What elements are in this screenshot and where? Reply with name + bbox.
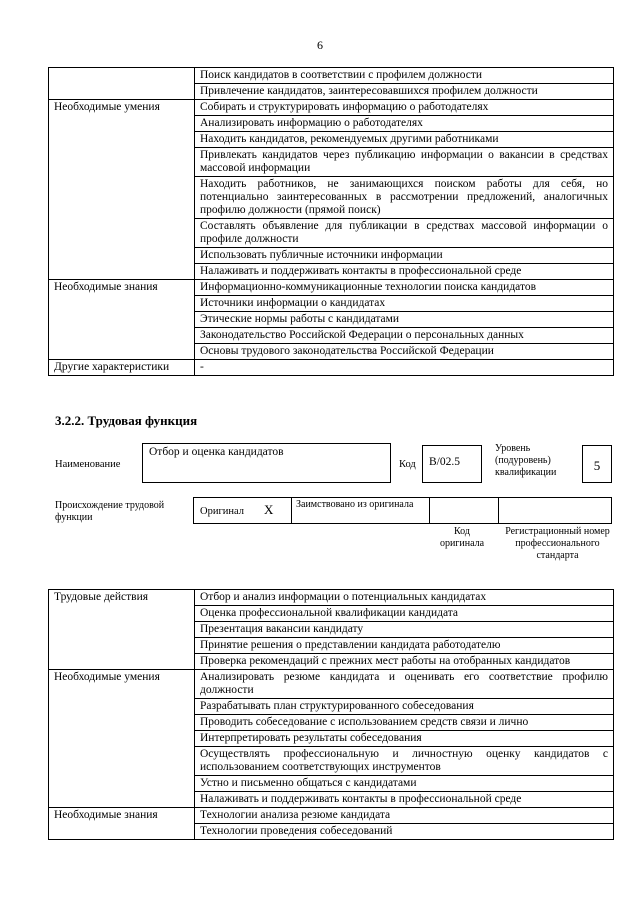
row-label: Необходимые умения [49,670,195,808]
row-item: Отбор и анализ информации о потенциальных кандидатах [195,590,614,606]
origin-box [193,497,612,524]
code-label: Код [399,459,416,470]
row-item: Источники информации о кандидатах [195,296,614,312]
level-label: Уровень (подуровень) квалификации [495,443,557,478]
row-item: Привлечение кандидатов, заинтересовавшихся профилем должности [195,84,614,100]
row-label: Необходимые знания [49,280,195,360]
skills-table-2 [48,589,614,840]
section-heading: 3.2.2. Трудовая функция [55,413,198,428]
row-item: Собирать и структурировать информацию о работодателях [195,100,614,116]
row-item: Презентация вакансии кандидату [195,622,614,638]
row-item: Привлекать кандидатов через публикацию информации о вакансии в средствах массовой информации [195,148,614,177]
origin-divider-2 [429,497,430,524]
name-label: Наименование [55,459,121,470]
row-item: Устно и письменно общаться с кандидатами [195,776,614,792]
row-item: Анализировать резюме кандидата и оценивать его соответствие профилю должности [195,670,614,699]
row-label: Необходимые умения [49,100,195,280]
name-value-box [142,443,391,483]
borrowed-label: Заимствовано из оригинала [296,499,414,510]
reg-number-label: Регистрационный номер профессионального стандарта [505,526,610,561]
code-value: B/02.5 [429,456,460,468]
row-item: Анализировать информацию о работодателях [195,116,614,132]
row-item: Налаживать и поддерживать контакты в профессиональной среде [195,792,614,808]
row-item: Принятие решения о представлении кандидата работодателю [195,638,614,654]
row-item: Технологии анализа резюме кандидата [195,808,614,824]
row-item: Технологии проведения собеседований [195,824,614,840]
row-item: Использовать публичные источники информации [195,248,614,264]
row-label: Другие характеристики [49,360,195,376]
row-item: Разрабатывать план структурированного собеседования [195,699,614,715]
original-label: Оригинал [200,506,244,517]
row-item: Налаживать и поддерживать контакты в профессиональной среде [195,264,614,280]
page-number: 6 [317,38,323,52]
row-item: Составлять объявление для публикации в средствах массовой информации о профиле должности [195,219,614,248]
row-item: Находить кандидатов, рекомендуемых другими работниками [195,132,614,148]
row-item: Осуществлять профессиональную и личностную оценку кандидатов с использованием соответствующих инструментов [195,747,614,776]
table-row [49,590,614,606]
original-mark: X [264,502,274,517]
row-label [49,68,195,100]
table-row [49,670,614,699]
table-row [49,360,614,376]
row-label: Необходимые знания [49,808,195,840]
skills-table-1 [48,67,614,376]
table-row [49,280,614,296]
origin-divider-3 [498,497,499,524]
origin-label: Происхождение трудовой функции [55,500,165,523]
row-item: Основы трудового законодательства Российской Федерации [195,344,614,360]
row-item: - [195,360,614,376]
row-item: Этические нормы работы с кандидатами [195,312,614,328]
table-row [49,100,614,116]
row-item: Интерпретировать результаты собеседования [195,731,614,747]
row-item: Оценка профессиональной квалификации кандидата [195,606,614,622]
row-item: Законодательство Российской Федерации о персональных данных [195,328,614,344]
table-row [49,808,614,824]
row-item: Поиск кандидатов в соответствии с профилем должности [195,68,614,84]
row-item: Проверка рекомендаций с прежних мест работы на отобранных кандидатов [195,654,614,670]
name-value: Отбор и оценка кандидатов [149,446,284,458]
row-item: Находить работников, не занимающихся поиском работы для себя, но потенциально заинтересованных в рассмотрении предложений, аналогичных профилю должности (прямой поиск) [195,177,614,219]
row-item: Информационно-коммуникационные технологии поиска кандидатов [195,280,614,296]
level-value-box [582,445,612,483]
table-row [49,68,614,84]
code-original-label: Код оригинала [439,526,485,549]
row-item: Проводить собеседование с использованием средств связи и лично [195,715,614,731]
row-label: Трудовые действия [49,590,195,670]
level-value: 5 [593,458,601,473]
origin-divider-1 [291,497,292,524]
code-value-box [422,445,482,483]
